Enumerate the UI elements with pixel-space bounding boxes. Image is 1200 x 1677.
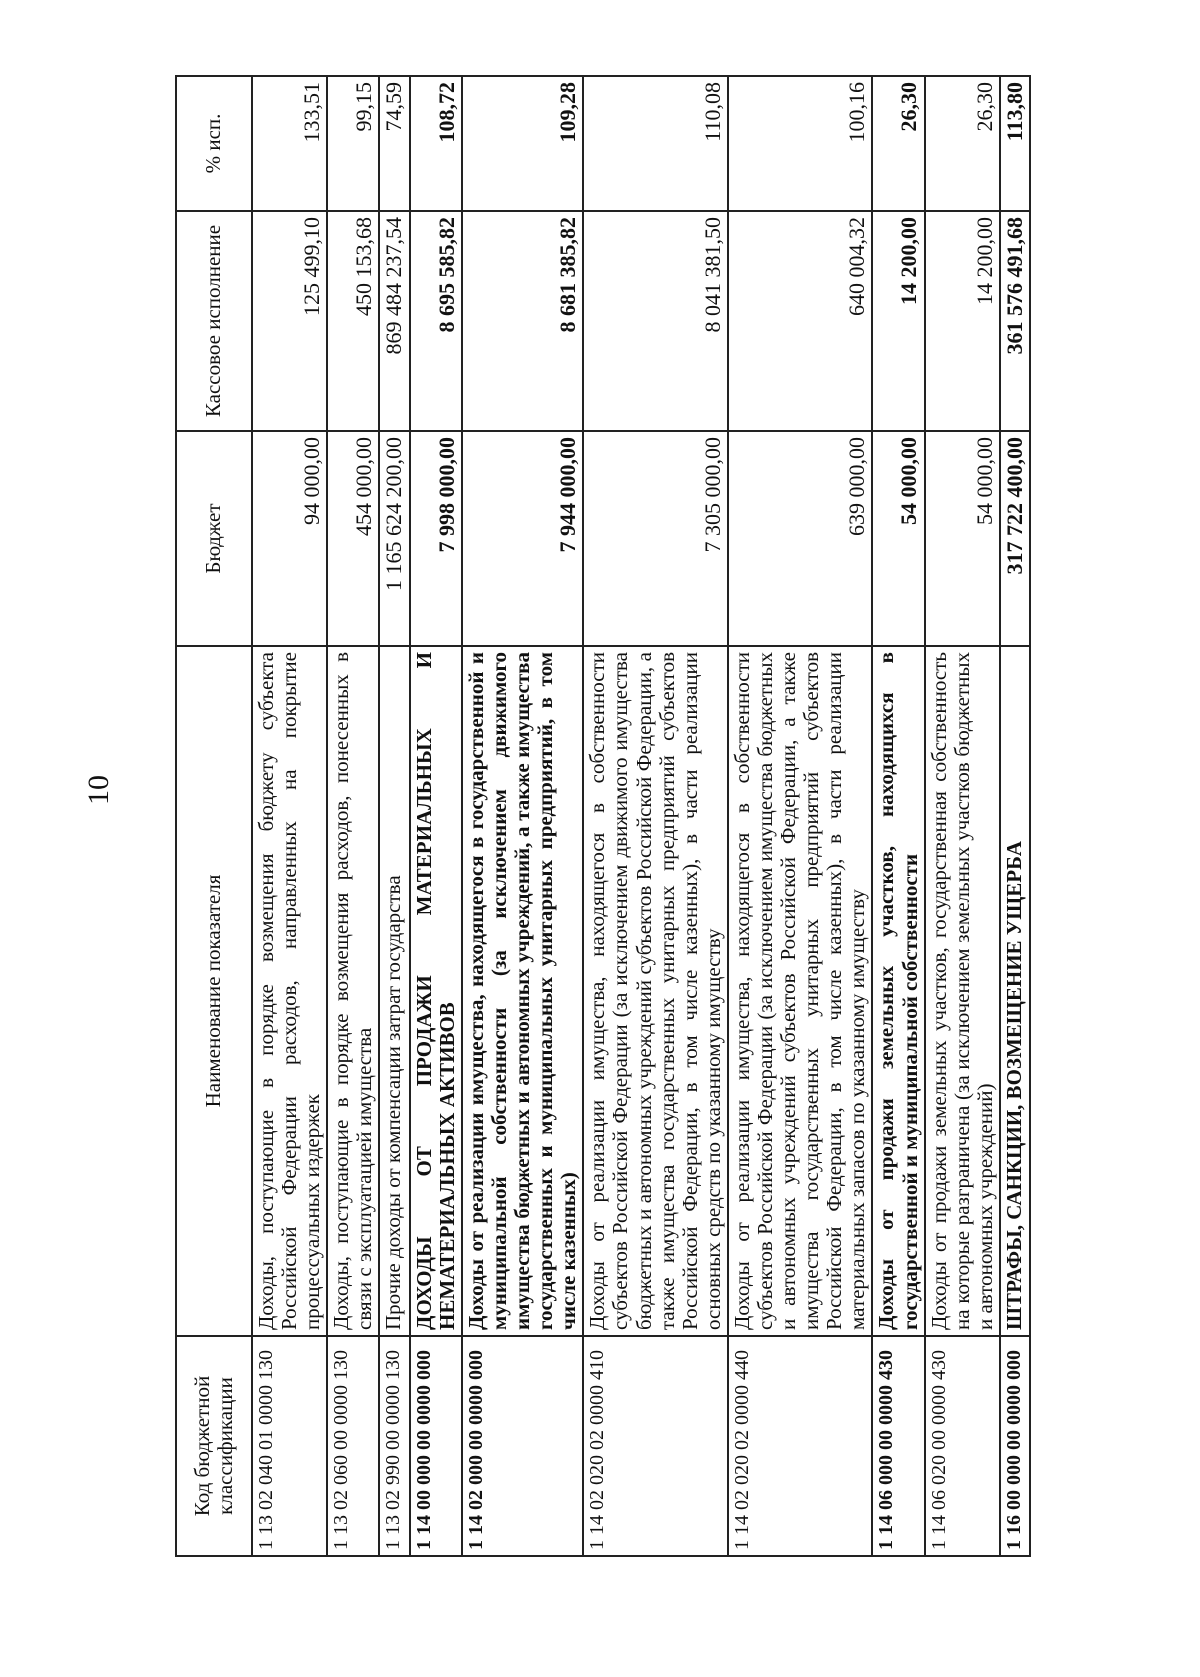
row-percent: 74,59 <box>379 76 409 211</box>
table-row <box>462 76 583 1556</box>
table-row <box>583 76 728 1556</box>
row-name: ШТРАФЫ, САНКЦИИ, ВОЗМЕЩЕНИЕ УЩЕРБА <box>1000 646 1030 1336</box>
row-percent: 26,30 <box>872 76 924 211</box>
table-header-row <box>176 76 252 1556</box>
row-name: Доходы от реализации имущества, находящегося в государственной и муниципальной собственности (за исключением движимого имущества бюджетных и автономных учреждений, а также имущества государственных и муниципальных унитарных предприятий, в том числе казенных) <box>462 646 583 1336</box>
row-percent: 110,08 <box>583 76 728 211</box>
row-name: Доходы от реализации имущества, находящегося в собственности субъектов Российской Федерации (за исключением имущества бюджетных и автономных учреждений субъектов Российской Федерации, а также имущества государственных унитарных предприятий субъектов Российской Федерации, в том числе казенных), в части реализации материальных запасов по указанному имуществу <box>728 646 873 1336</box>
row-percent: 108,72 <box>410 76 462 211</box>
table-row <box>410 76 462 1556</box>
row-code: 1 14 06 000 00 0000 430 <box>872 1336 924 1556</box>
table-row <box>872 76 924 1556</box>
row-budget: 317 722 400,00 <box>1000 431 1030 646</box>
row-budget: 7 998 000,00 <box>410 431 462 646</box>
table-row <box>1000 76 1030 1556</box>
table-row <box>728 76 873 1556</box>
row-code: 1 14 02 000 00 0000 000 <box>462 1336 583 1556</box>
table-row <box>925 76 1000 1556</box>
row-percent: 99,15 <box>327 76 379 211</box>
row-name: Доходы от продажи земельных участков, находящихся в государственной и муниципальной собственности <box>872 646 924 1336</box>
row-execution: 8 041 381,50 <box>583 211 728 431</box>
header-percent: % исп. <box>176 76 252 211</box>
row-budget: 454 000,00 <box>327 431 379 646</box>
row-name: Доходы от продажи земельных участков, государственная собственность на которые разграничена (за исключением земельных участков бюджетных и автономных учреждений) <box>925 646 1000 1336</box>
table-row <box>327 76 379 1556</box>
row-code: 1 14 02 020 02 0000 440 <box>728 1336 873 1556</box>
header-code: Код бюджетной классификации <box>176 1336 252 1556</box>
table-row <box>252 76 327 1556</box>
row-code: 1 13 02 040 01 0000 130 <box>252 1336 327 1556</box>
row-percent: 100,16 <box>728 76 873 211</box>
row-execution: 125 499,10 <box>252 211 327 431</box>
row-code: 1 13 02 060 00 0000 130 <box>327 1336 379 1556</box>
budget-table <box>175 75 1031 1557</box>
row-execution: 640 004,32 <box>728 211 873 431</box>
header-budget: Бюджет <box>176 431 252 646</box>
row-budget: 54 000,00 <box>925 431 1000 646</box>
row-execution: 869 484 237,54 <box>379 211 409 431</box>
row-code: 1 13 02 990 00 0000 130 <box>379 1336 409 1556</box>
page-number: 10 <box>82 775 115 805</box>
row-name: ДОХОДЫ ОТ ПРОДАЖИ МАТЕРИАЛЬНЫХ И НЕМАТЕРИАЛЬНЫХ АКТИВОВ <box>410 646 462 1336</box>
row-code: 1 14 06 020 00 0000 430 <box>925 1336 1000 1556</box>
row-budget: 639 000,00 <box>728 431 873 646</box>
row-name: Доходы, поступающие в порядке возмещения расходов, понесенных в связи с эксплуатацией имущества <box>327 646 379 1336</box>
row-budget: 7 944 000,00 <box>462 431 583 646</box>
row-code: 1 16 00 000 00 0000 000 <box>1000 1336 1030 1556</box>
table-row <box>379 76 409 1556</box>
row-budget: 94 000,00 <box>252 431 327 646</box>
row-code: 1 14 00 000 00 0000 000 <box>410 1336 462 1556</box>
row-name: Доходы от реализации имущества, находящегося в собственности субъектов Российской Федерации (за исключением движимого имущества бюджетных и автономных учреждений субъектов Российской Федерации, а также имущества государственных унитарных предприятий субъектов Российской Федерации, в том числе казенных), в части реализации основных средств по указанному имуществу <box>583 646 728 1336</box>
header-name: Наименование показателя <box>176 646 252 1336</box>
header-execution: Кассовое исполнение <box>176 211 252 431</box>
row-budget: 7 305 000,00 <box>583 431 728 646</box>
row-execution: 14 200,00 <box>872 211 924 431</box>
row-percent: 133,51 <box>252 76 327 211</box>
row-budget: 1 165 624 200,00 <box>379 431 409 646</box>
row-execution: 14 200,00 <box>925 211 1000 431</box>
rotated-table-container <box>175 77 1100 1557</box>
row-execution: 8 681 385,82 <box>462 211 583 431</box>
row-percent: 26,30 <box>925 76 1000 211</box>
row-name: Доходы, поступающие в порядке возмещения бюджету субъекта Российской Федерации расходов, направленных на покрытие процессуальных издержек <box>252 646 327 1336</box>
row-code: 1 14 02 020 02 0000 410 <box>583 1336 728 1556</box>
row-execution: 361 576 491,68 <box>1000 211 1030 431</box>
row-budget: 54 000,00 <box>872 431 924 646</box>
row-execution: 8 695 585,82 <box>410 211 462 431</box>
row-percent: 113,80 <box>1000 76 1030 211</box>
row-execution: 450 153,68 <box>327 211 379 431</box>
row-percent: 109,28 <box>462 76 583 211</box>
row-name: Прочие доходы от компенсации затрат государства <box>379 646 409 1336</box>
